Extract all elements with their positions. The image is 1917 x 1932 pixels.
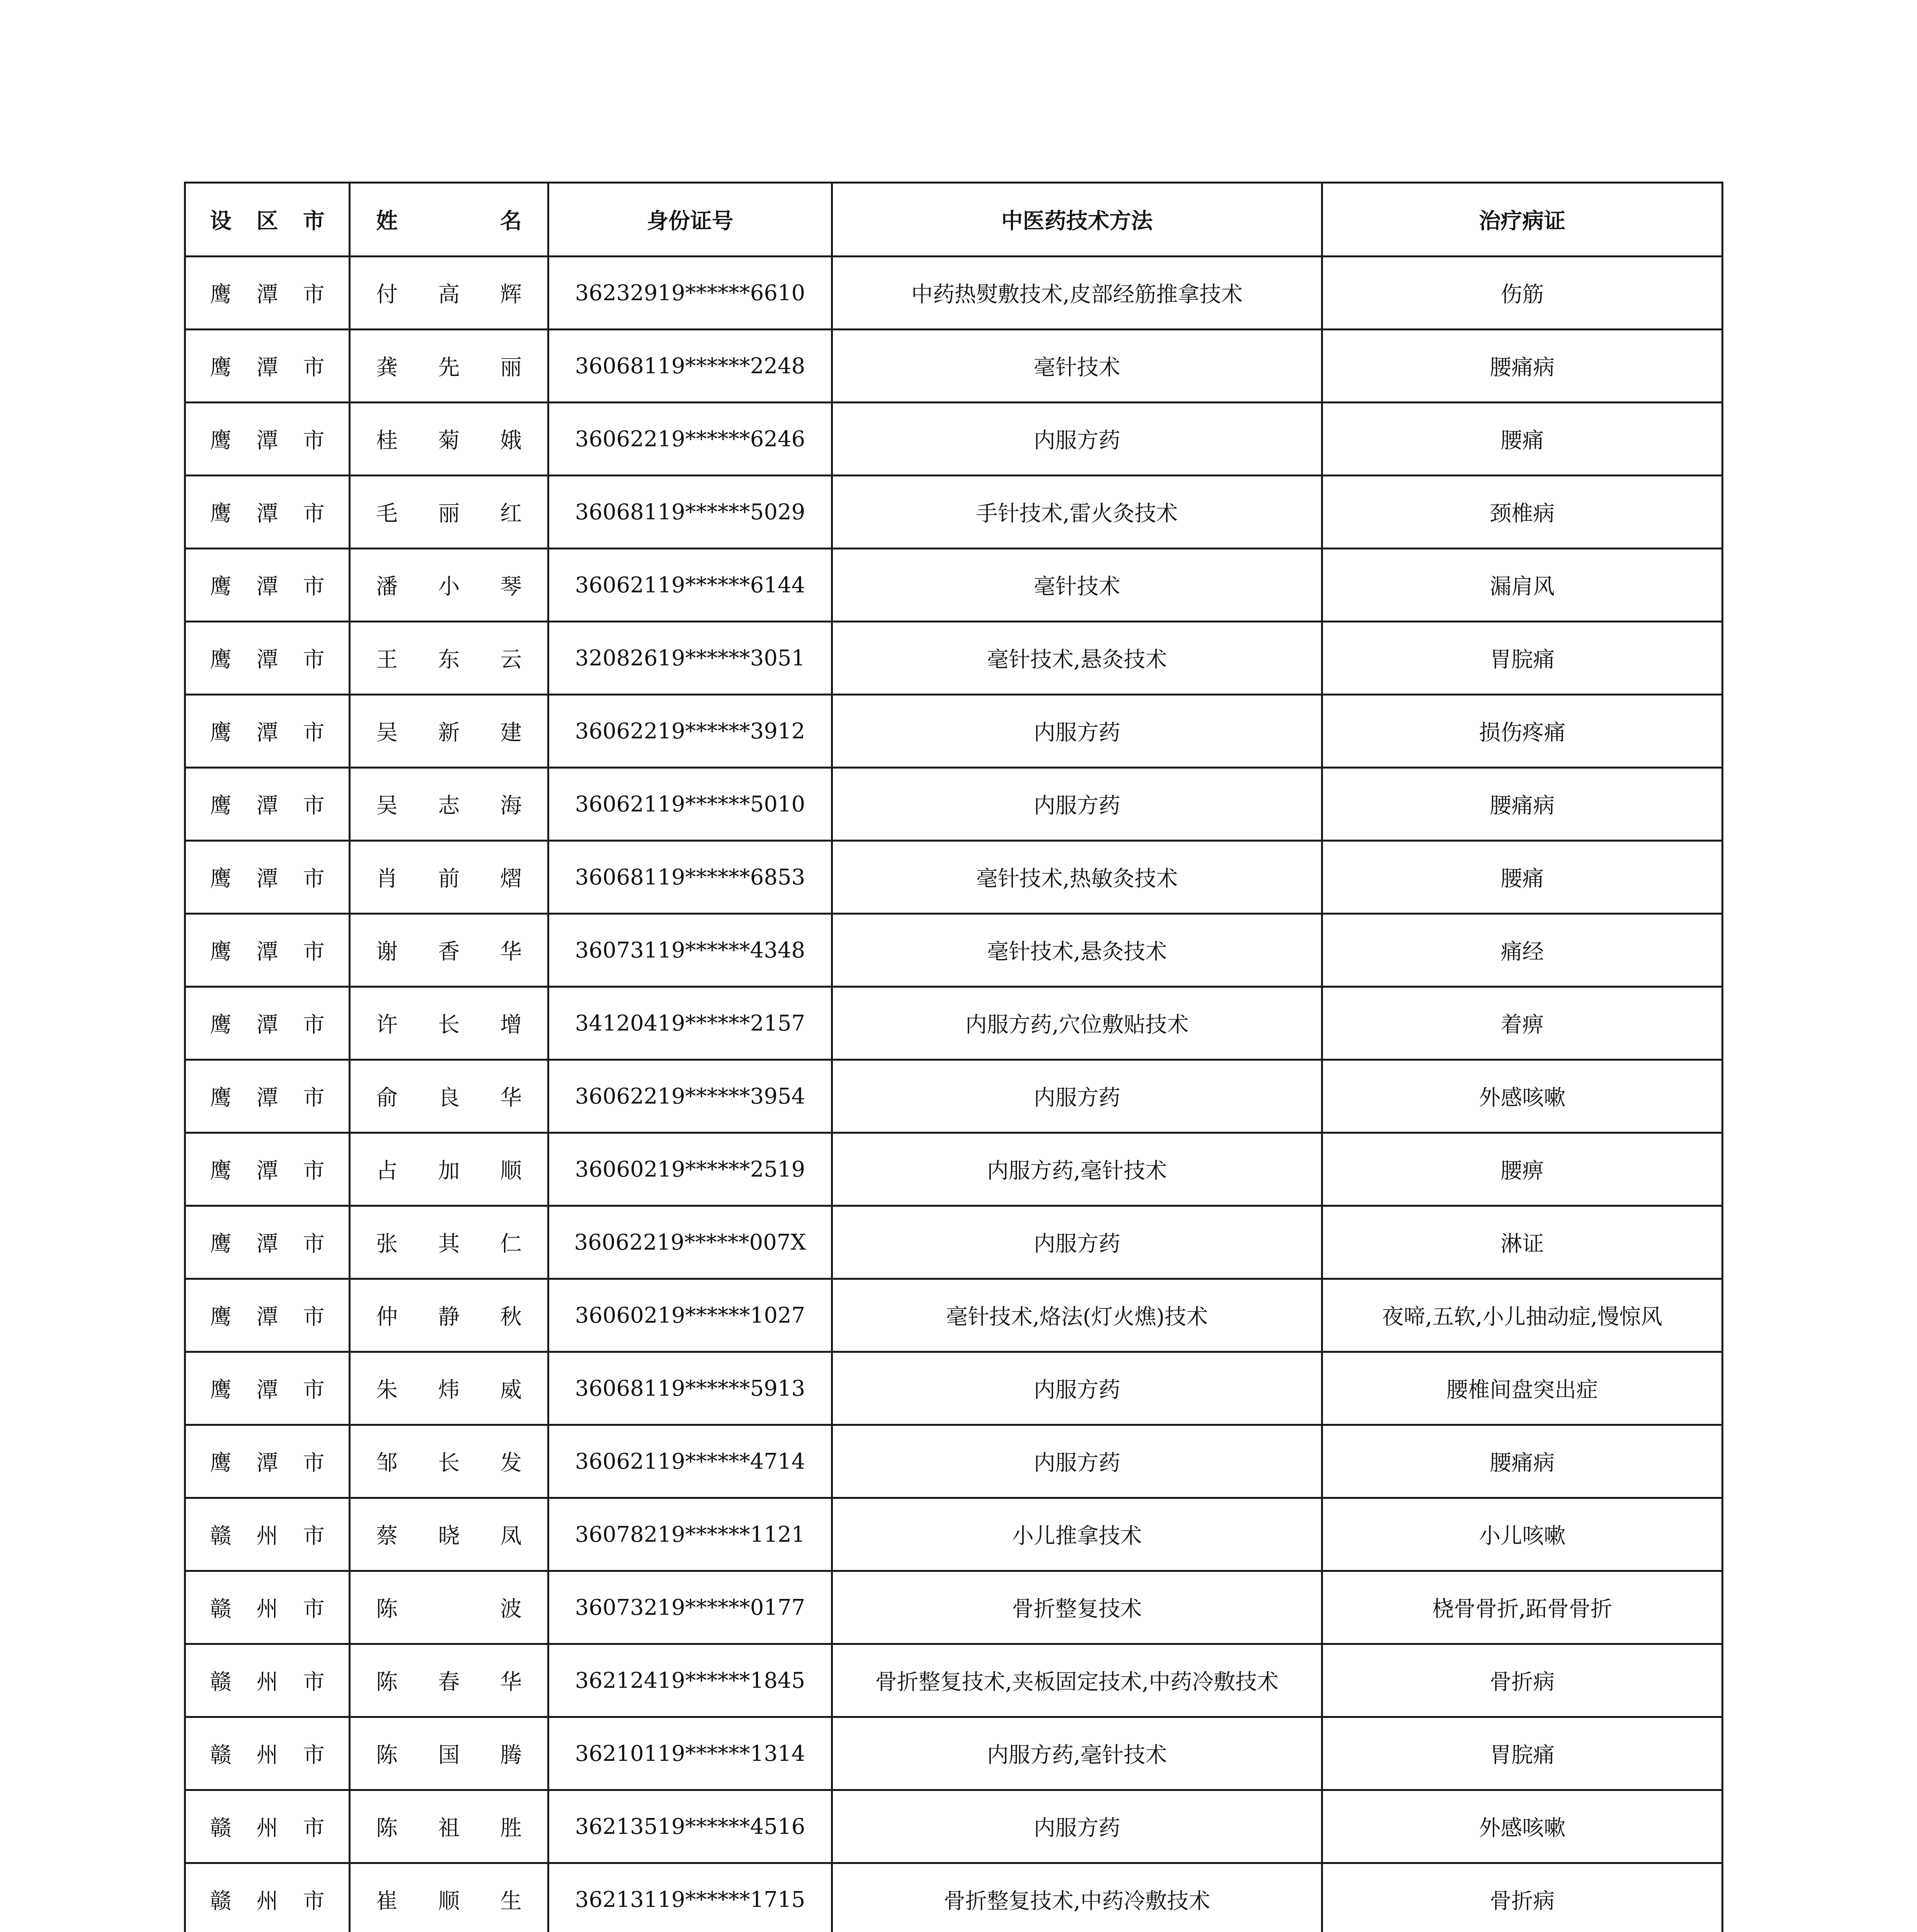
table-row — [185, 622, 1723, 695]
table-row — [185, 1498, 1723, 1571]
cell-condition: 外感咳嗽 — [1322, 1060, 1723, 1133]
cell-id-number: 36210119******1314 — [548, 1717, 832, 1790]
cell-condition: 漏肩风 — [1322, 549, 1723, 622]
table-row — [185, 1425, 1723, 1498]
cell-condition: 腰痛病 — [1322, 1425, 1723, 1498]
cell-tcm-method: 毫针技术,热敏灸技术 — [832, 841, 1322, 914]
cell-name: 王 东 云 — [350, 622, 548, 695]
cell-tcm-method: 骨折整复技术,中药冷敷技术 — [832, 1863, 1322, 1932]
table-row — [185, 1571, 1723, 1644]
cell-id-number: 36060219******2519 — [548, 1133, 832, 1206]
table-row — [185, 1133, 1723, 1206]
cell-id-number: 36078219******1121 — [548, 1498, 832, 1571]
cell-tcm-method: 骨折整复技术 — [832, 1571, 1322, 1644]
cell-condition: 淋证 — [1322, 1206, 1723, 1279]
table-row — [185, 1352, 1723, 1425]
cell-city: 鹰 潭 市 — [185, 403, 350, 476]
cell-city: 赣 州 市 — [185, 1863, 350, 1932]
table-row — [185, 476, 1723, 549]
cell-city: 鹰 潭 市 — [185, 987, 350, 1060]
cell-tcm-method: 内服方药 — [832, 1206, 1322, 1279]
cell-name: 桂 菊 娥 — [350, 403, 548, 476]
cell-condition: 伤筋 — [1322, 257, 1723, 330]
table-row — [185, 987, 1723, 1060]
cell-id-number: 36213519******4516 — [548, 1790, 832, 1863]
cell-name: 付 高 辉 — [350, 257, 548, 330]
cell-name: 占 加 顺 — [350, 1133, 548, 1206]
cell-name: 朱 炜 威 — [350, 1352, 548, 1425]
cell-id-number: 36068119******5913 — [548, 1352, 832, 1425]
cell-name: 张 其 仁 — [350, 1206, 548, 1279]
table-row — [185, 330, 1723, 403]
table-row — [185, 403, 1723, 476]
table-row — [185, 1206, 1723, 1279]
cell-condition: 桡骨骨折,跖骨骨折 — [1322, 1571, 1723, 1644]
cell-id-number: 36060219******1027 — [548, 1279, 832, 1352]
cell-tcm-method: 小儿推拿技术 — [832, 1498, 1322, 1571]
cell-name: 毛 丽 红 — [350, 476, 548, 549]
cell-condition: 骨折病 — [1322, 1644, 1723, 1717]
cell-name: 崔 顺 生 — [350, 1863, 548, 1932]
cell-id-number: 36073219******0177 — [548, 1571, 832, 1644]
cell-name: 吴 志 海 — [350, 768, 548, 841]
cell-condition: 腰椎间盘突出症 — [1322, 1352, 1723, 1425]
cell-id-number: 36068119******2248 — [548, 330, 832, 403]
table-row — [185, 841, 1723, 914]
cell-city: 鹰 潭 市 — [185, 549, 350, 622]
cell-name: 陈 波 — [350, 1571, 548, 1644]
cell-tcm-method: 毫针技术,悬灸技术 — [832, 914, 1322, 987]
cell-name: 谢 香 华 — [350, 914, 548, 987]
cell-city: 鹰 潭 市 — [185, 330, 350, 403]
cell-tcm-method: 内服方药 — [832, 1060, 1322, 1133]
cell-condition: 夜啼,五软,小儿抽动症,慢惊风 — [1322, 1279, 1723, 1352]
cell-condition: 胃脘痛 — [1322, 622, 1723, 695]
cell-city: 鹰 潭 市 — [185, 1133, 350, 1206]
cell-tcm-method: 内服方药,穴位敷贴技术 — [832, 987, 1322, 1060]
header-name — [350, 183, 548, 257]
cell-city: 赣 州 市 — [185, 1717, 350, 1790]
cell-id-number: 36062119******5010 — [548, 768, 832, 841]
header-city-label: 设 区 市 — [210, 208, 325, 234]
table-row — [185, 1790, 1723, 1863]
cell-name: 龚 先 丽 — [350, 330, 548, 403]
cell-tcm-method: 骨折整复技术,夹板固定技术,中药冷敷技术 — [832, 1644, 1322, 1717]
cell-tcm-method: 内服方药,毫针技术 — [832, 1133, 1322, 1206]
cell-condition: 腰痛 — [1322, 403, 1723, 476]
cell-tcm-method: 毫针技术 — [832, 330, 1322, 403]
cell-name: 潘 小 琴 — [350, 549, 548, 622]
cell-id-number: 36212419******1845 — [548, 1644, 832, 1717]
table-body — [185, 257, 1723, 1932]
table-row — [185, 914, 1723, 987]
cell-id-number: 36062119******4714 — [548, 1425, 832, 1498]
cell-id-number: 36062119******6144 — [548, 549, 832, 622]
cell-city: 鹰 潭 市 — [185, 1352, 350, 1425]
cell-tcm-method: 内服方药,毫针技术 — [832, 1717, 1322, 1790]
table-header-row — [185, 183, 1723, 257]
cell-condition: 颈椎病 — [1322, 476, 1723, 549]
cell-name: 俞 良 华 — [350, 1060, 548, 1133]
cell-tcm-method: 手针技术,雷火灸技术 — [832, 476, 1322, 549]
table-row — [185, 1060, 1723, 1133]
table-row — [185, 1717, 1723, 1790]
cell-name: 陈 祖 胜 — [350, 1790, 548, 1863]
cell-city: 赣 州 市 — [185, 1790, 350, 1863]
cell-city: 鹰 潭 市 — [185, 695, 350, 768]
cell-id-number: 36062219******3954 — [548, 1060, 832, 1133]
cell-condition: 着痹 — [1322, 987, 1723, 1060]
cell-id-number: 36068119******6853 — [548, 841, 832, 914]
cell-condition: 外感咳嗽 — [1322, 1790, 1723, 1863]
cell-tcm-method: 内服方药 — [832, 1790, 1322, 1863]
table-row — [185, 549, 1723, 622]
roster-table-container — [184, 182, 1721, 1932]
cell-name: 陈 国 腾 — [350, 1717, 548, 1790]
cell-city: 鹰 潭 市 — [185, 257, 350, 330]
cell-name: 蔡 晓 凤 — [350, 1498, 548, 1571]
cell-condition: 痛经 — [1322, 914, 1723, 987]
cell-city: 鹰 潭 市 — [185, 1425, 350, 1498]
cell-city: 鹰 潭 市 — [185, 476, 350, 549]
header-tcm-method: 中医药技术方法 — [832, 183, 1322, 257]
cell-city: 鹰 潭 市 — [185, 622, 350, 695]
cell-name: 许 长 增 — [350, 987, 548, 1060]
cell-city: 赣 州 市 — [185, 1498, 350, 1571]
cell-tcm-method: 毫针技术,悬灸技术 — [832, 622, 1322, 695]
cell-tcm-method: 内服方药 — [832, 1425, 1322, 1498]
cell-city: 鹰 潭 市 — [185, 1060, 350, 1133]
cell-city: 鹰 潭 市 — [185, 768, 350, 841]
cell-city: 鹰 潭 市 — [185, 914, 350, 987]
cell-condition: 腰痹 — [1322, 1133, 1723, 1206]
cell-id-number: 32082619******3051 — [548, 622, 832, 695]
cell-tcm-method: 内服方药 — [832, 768, 1322, 841]
cell-id-number: 36073119******4348 — [548, 914, 832, 987]
cell-condition: 损伤疼痛 — [1322, 695, 1723, 768]
cell-id-number: 36213119******1715 — [548, 1863, 832, 1932]
table-row — [185, 695, 1723, 768]
table-row — [185, 1279, 1723, 1352]
header-city — [185, 183, 350, 257]
table-row — [185, 1644, 1723, 1717]
cell-tcm-method: 内服方药 — [832, 1352, 1322, 1425]
cell-condition: 骨折病 — [1322, 1863, 1723, 1932]
cell-tcm-method: 毫针技术 — [832, 549, 1322, 622]
cell-tcm-method: 内服方药 — [832, 695, 1322, 768]
cell-city: 赣 州 市 — [185, 1571, 350, 1644]
table-row — [185, 1863, 1723, 1932]
table-row — [185, 257, 1723, 330]
cell-city: 赣 州 市 — [185, 1644, 350, 1717]
cell-name: 仲 静 秋 — [350, 1279, 548, 1352]
cell-condition: 腰痛 — [1322, 841, 1723, 914]
cell-name: 吴 新 建 — [350, 695, 548, 768]
table-row — [185, 768, 1723, 841]
cell-tcm-method: 中药热熨敷技术,皮部经筋推拿技术 — [832, 257, 1322, 330]
cell-id-number: 36062219******3912 — [548, 695, 832, 768]
cell-name: 肖 前 熠 — [350, 841, 548, 914]
cell-id-number: 36232919******6610 — [548, 257, 832, 330]
cell-name: 陈 春 华 — [350, 1644, 548, 1717]
cell-condition: 腰痛病 — [1322, 330, 1723, 403]
cell-id-number: 36062219******6246 — [548, 403, 832, 476]
cell-id-number: 36068119******5029 — [548, 476, 832, 549]
cell-condition: 小儿咳嗽 — [1322, 1498, 1723, 1571]
cell-condition: 胃脘痛 — [1322, 1717, 1723, 1790]
cell-condition: 腰痛病 — [1322, 768, 1723, 841]
cell-tcm-method: 内服方药 — [832, 403, 1322, 476]
header-id-number: 身份证号 — [548, 183, 832, 257]
cell-id-number: 36062219******007X — [548, 1206, 832, 1279]
header-condition: 治疗病证 — [1322, 183, 1723, 257]
cell-name: 邹 长 发 — [350, 1425, 548, 1498]
cell-tcm-method: 毫针技术,烙法(灯火燋)技术 — [832, 1279, 1322, 1352]
cell-city: 鹰 潭 市 — [185, 841, 350, 914]
cell-id-number: 34120419******2157 — [548, 987, 832, 1060]
header-name-label: 姓 名 — [376, 208, 522, 234]
roster-table — [184, 182, 1723, 1932]
cell-city: 鹰 潭 市 — [185, 1206, 350, 1279]
cell-city: 鹰 潭 市 — [185, 1279, 350, 1352]
